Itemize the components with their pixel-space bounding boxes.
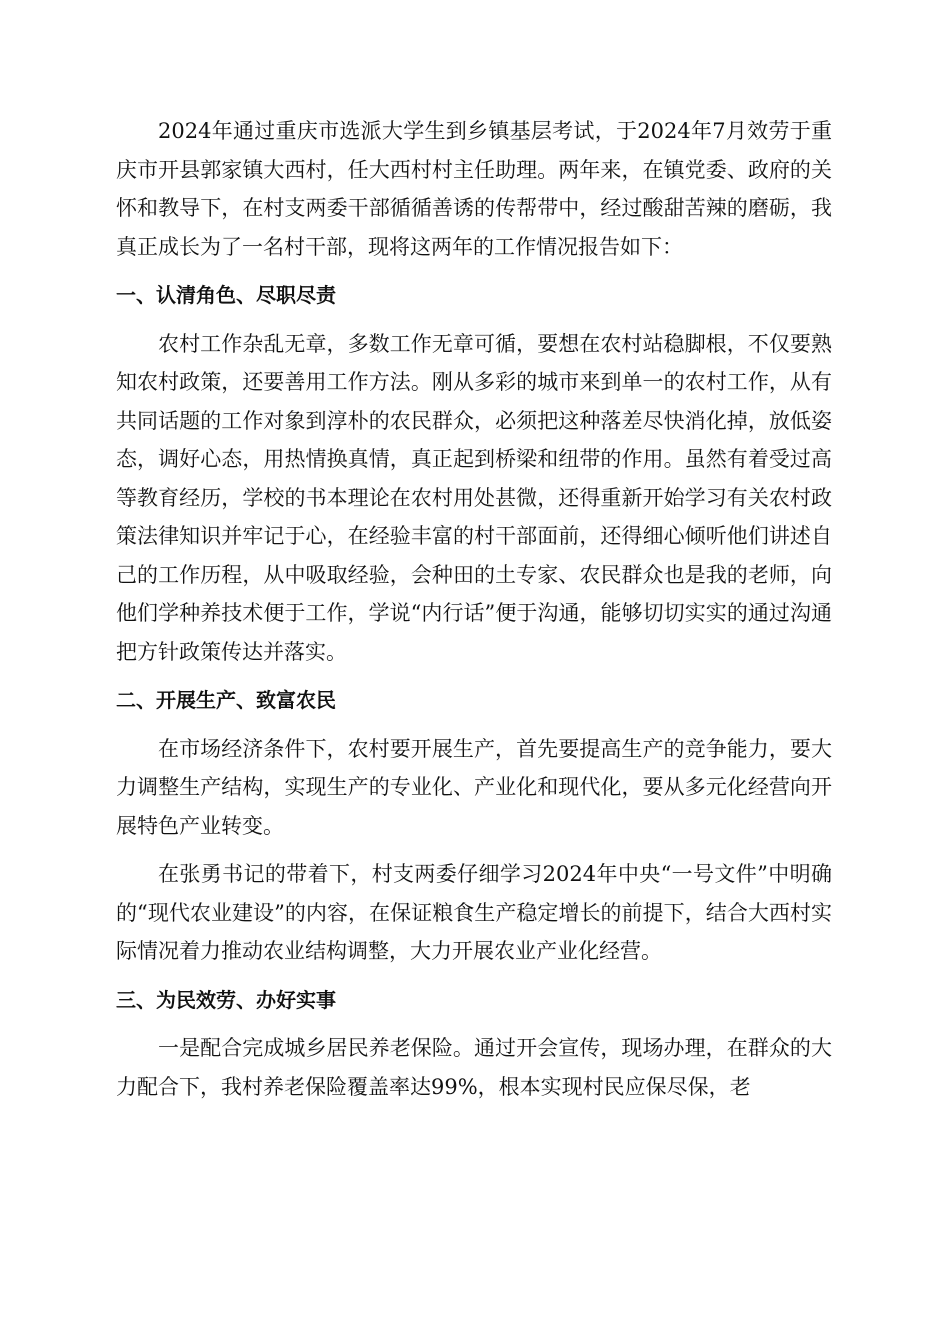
section-heading-1: 一、认清角色、尽职尽责 bbox=[116, 283, 336, 307]
section-heading-3: 三、为民效劳、办好实事 bbox=[116, 987, 336, 1012]
section-2-paragraph-1: 在市场经济条件下，农村要开展生产，首先要提高生产的竞争能力，要大力调整生产结构，实现生产的专业化、产业化和现代化，要从多元化经营向开展特色产业转变。 bbox=[116, 736, 832, 838]
section-heading-2: 二、开展生产、致富农民 bbox=[116, 688, 336, 712]
section-1-paragraph: 农村工作杂乱无章，多数工作无章可循，要想在农村站稳脚根，不仅要熟知农村政策，还要善用工作方法。刚从多彩的城市来到单一的农村工作，从有共同话题的工作对象到淳朴的农民群众，必须把这种落差尽快消化掉，放低姿态，调好心态，用热情换真情，真正起到桥梁和纽带的作用。虽然有着受过高等教育经历，学校的书本理论在农村用处甚微，还得重新开始学习有关农村政策法律知识并牢记于心，在经验丰富的村干部面前，还得细心倾听他们讲述自己的工作历程，从中吸取经验，会种田的土专家、农民群众也是我的老师，向他们学种养技术便于工作，学说“内行话”便于沟通，能够切切实实的通过沟通把方针政策传达并落实。 bbox=[116, 331, 832, 664]
section-3-paragraph: 一是配合完成城乡居民养老保险。通过开会宣传，现场办理，在群众的大力配合下，我村养老保险覆盖率达99%，根本实现村民应保尽保，老 bbox=[116, 1036, 832, 1099]
section-2-paragraph-2: 在张勇书记的带着下，村支两委仔细学习2024年中央“一号文件”中明确的“现代农业建设”的内容，在保证粮食生产稳定增长的前提下，结合大西村实际情况着力推动农业结构调整，大力开展农业产业化经营。 bbox=[116, 862, 832, 963]
intro-paragraph: 2024年通过重庆市选派大学生到乡镇基层考试，于2024年7月效劳于重庆市开县郭家镇大西村，任大西村村主任助理。两年来，在镇党委、政府的关怀和教导下，在村支两委干部循循善诱的传帮带中，经过酸甜苦辣的磨砺，我真正成长为了一名村干部，现将这两年的工作情况报告如下： bbox=[116, 119, 832, 259]
document-body bbox=[116, 112, 832, 1116]
